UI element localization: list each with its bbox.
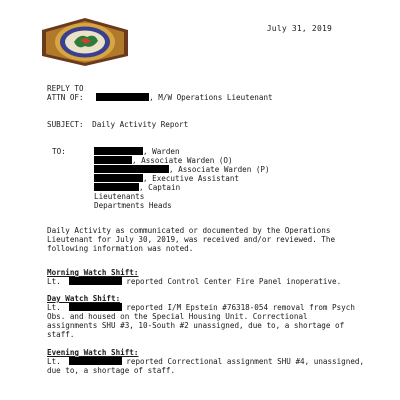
to-label: TO: <box>52 147 66 156</box>
recipient-captain: , Captain <box>94 183 180 192</box>
intro-line: following information was noted. <box>47 244 194 253</box>
redaction-bar <box>69 277 122 285</box>
recipient-lieutenants: Lieutenants <box>94 192 145 201</box>
recipient-ea: , Executive Assistant <box>94 174 239 183</box>
day-watch-heading: Day Watch Shift: <box>47 294 121 303</box>
subject-line <box>47 120 188 129</box>
day-watch-line: staff. <box>47 330 75 339</box>
attn-title: , M/W Operations Lieutenant <box>149 93 273 102</box>
attn-label: ATTN OF: <box>47 93 84 102</box>
recipient-warden: , Warden <box>94 147 180 156</box>
intro-line: Lieutenant for July 30, 2019, was received and/or reviewed. The <box>47 235 336 244</box>
morning-watch-entry: Lt. reported Control Center Fire Panel inoperative. <box>47 277 342 286</box>
intro-line: Daily Activity as communicated or documented by the Operations <box>47 226 331 235</box>
memo-date: July 31, 2019 <box>266 24 332 33</box>
redaction-bar <box>69 357 122 365</box>
redaction-bar <box>96 93 149 101</box>
redaction-bar <box>94 165 169 173</box>
redaction-bar <box>94 147 143 155</box>
agency-seal-logo <box>40 16 130 68</box>
redaction-bar <box>94 183 139 191</box>
morning-watch-heading: Morning Watch Shift: <box>47 268 139 277</box>
redaction-bar <box>69 303 122 311</box>
subject-label: SUBJECT: <box>47 120 84 129</box>
redaction-bar <box>94 156 132 164</box>
day-watch-line: assignments SHU #3, 10-South #2 unassigned, due to, a shortage of <box>47 321 345 330</box>
recipient-aw-p: , Associate Warden (P) <box>94 165 270 174</box>
evening-watch-line: due to, a shortage of staff. <box>47 366 176 375</box>
subject-value: Daily Activity Report <box>92 120 189 129</box>
day-watch-line: Obs. and housed on the Special Housing Unit. Correctional <box>47 312 308 321</box>
attn-line <box>47 93 273 102</box>
evening-watch-heading: Evening Watch Shift: <box>47 348 139 357</box>
redaction-bar <box>94 174 143 182</box>
day-watch-line: Lt. reported I/M Epstein #76318-054 removal from Psych <box>47 303 355 312</box>
recipient-aw-o: , Associate Warden (O) <box>94 156 233 165</box>
reply-to-label: REPLY TO <box>47 84 84 93</box>
recipient-dept-heads: Departments Heads <box>94 201 172 210</box>
evening-watch-line: Lt. reported Correctional assignment SHU #4, unassigned, <box>47 357 365 366</box>
